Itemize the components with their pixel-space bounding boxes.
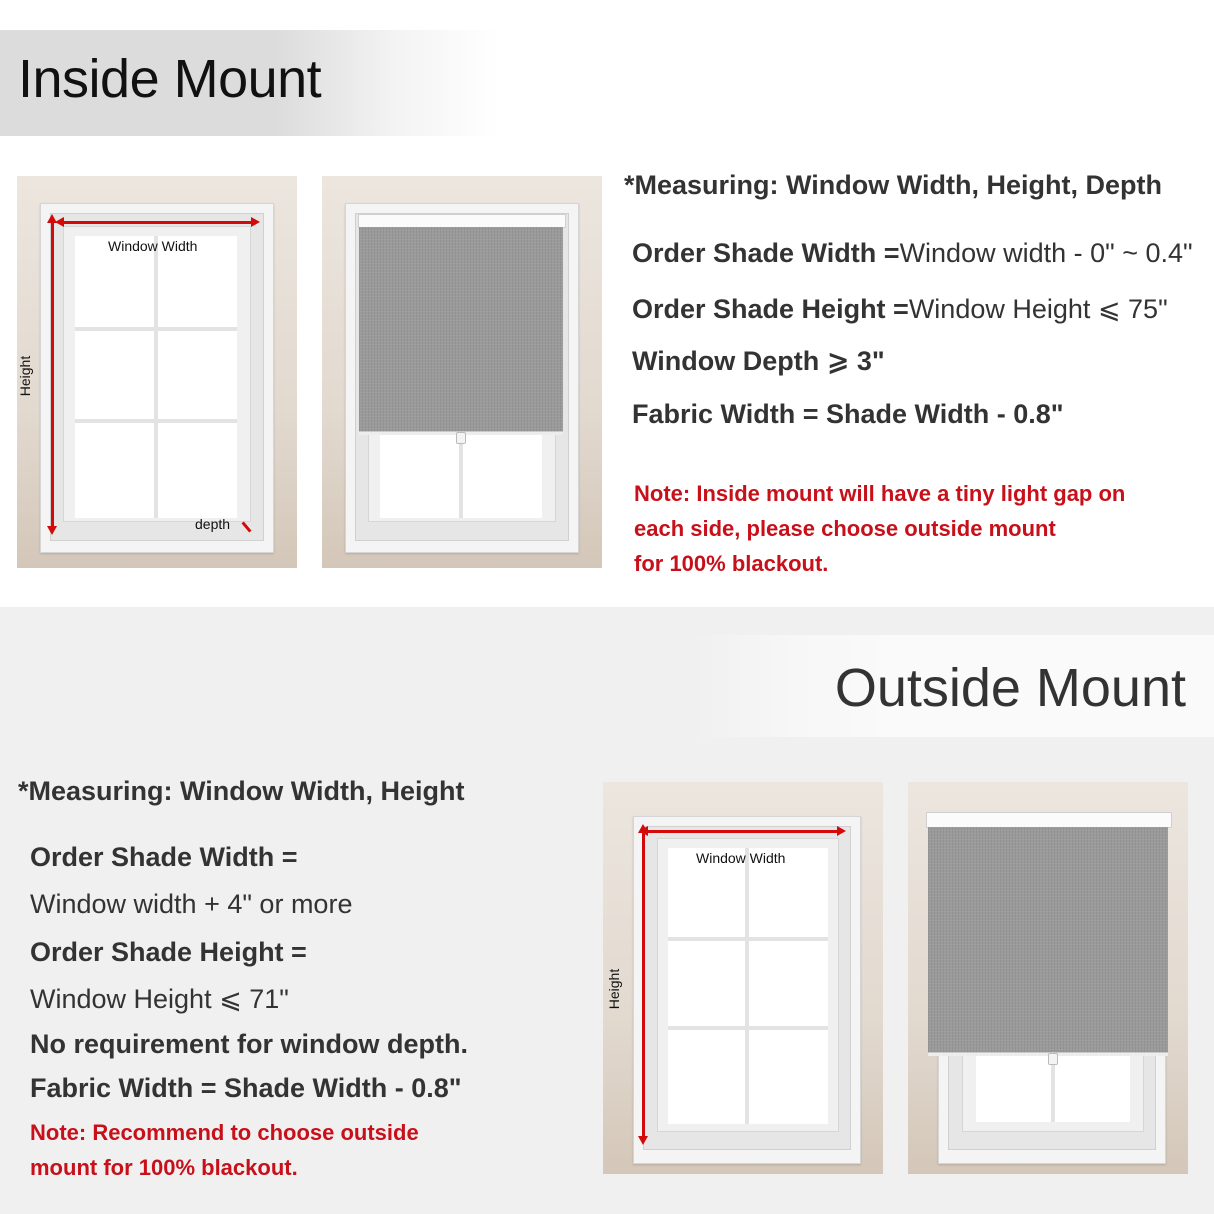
arrow-up-icon <box>47 214 57 223</box>
height-measure-line <box>51 222 54 528</box>
height-label: Height <box>17 355 34 397</box>
outside-rules: Order Shade Width = Window width + 4" or more Order Shade Height = Window Height ⩽ 71" No requirement for window depth. Fabric Width = Shade Width - 0.8" <box>30 842 468 1103</box>
inside-rule-shade-width: Order Shade Width =Window width - 0" ~ 0.4" <box>632 238 1193 268</box>
inside-rule-shade-height: Order Shade Height =Window Height ⩽ 75" <box>632 294 1168 324</box>
headrail <box>358 214 566 228</box>
height-measure-line <box>642 832 645 1138</box>
arrow-right-icon <box>837 826 846 836</box>
window-width-label: Window Width <box>696 850 786 866</box>
inside-mount-shade-photo <box>322 176 602 568</box>
inside-rule-fabric-width: Fabric Width = Shade Width - 0.8" <box>632 399 1064 429</box>
pull-handle-icon <box>1048 1053 1058 1065</box>
inside-mount-measure-diagram <box>17 176 297 568</box>
inside-mount-title: Inside Mount <box>18 49 322 109</box>
inside-rule-window-depth: Window Depth ⩾ 3" <box>632 346 885 376</box>
headrail <box>926 812 1172 828</box>
arrow-down-icon <box>638 1136 648 1145</box>
width-measure-line <box>59 221 255 224</box>
arrow-down-icon <box>47 526 57 535</box>
outside-measuring-heading: *Measuring: Window Width, Height <box>18 776 465 806</box>
pull-handle-icon <box>456 432 466 444</box>
inside-measuring-heading: *Measuring: Window Width, Height, Depth <box>624 170 1162 200</box>
depth-label: depth <box>195 516 231 532</box>
arrow-right-icon <box>251 217 260 227</box>
inside-mount-note: Note: Inside mount will have a tiny light gap on each side, please choose outside mount for 100% blackout. <box>634 481 1126 576</box>
height-label: Height <box>606 968 623 1010</box>
outside-mount-shade-photo <box>908 782 1188 1174</box>
arrow-up-icon <box>638 824 648 833</box>
outside-mount-title: Outside Mount <box>834 658 1186 718</box>
outside-mount-measure-diagram <box>603 782 883 1174</box>
window-width-label: Window Width <box>108 238 198 254</box>
roller-shade-fabric <box>928 827 1168 1053</box>
width-measure-line <box>643 830 841 833</box>
roller-shade-fabric <box>359 227 563 432</box>
outside-mount-note: Note: Recommend to choose outside mount for 100% blackout. <box>30 1120 419 1180</box>
